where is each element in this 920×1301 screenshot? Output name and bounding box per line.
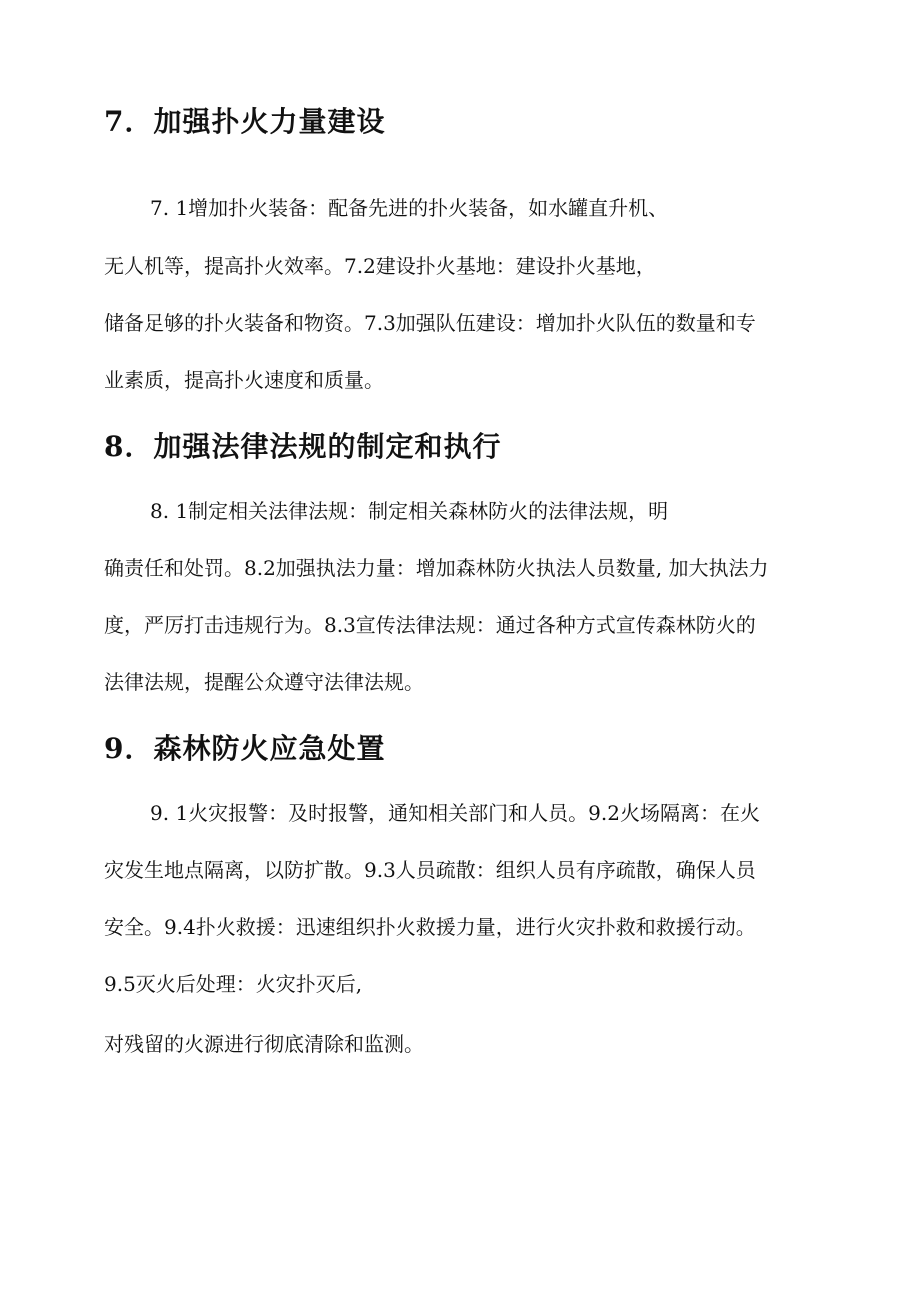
section-7-heading: 7．加强扑火力量建设 bbox=[104, 105, 386, 138]
section-7-line-3: 储备足够的扑火装备和物资。7.3加强队伍建设：增加扑火队伍的数量和专 bbox=[104, 311, 756, 335]
section-9-line-4: 9.5灭火后处理：火灾扑灭后, bbox=[104, 972, 363, 996]
section-7-line-2: 无人机等，提高扑火效率。7.2建设扑火基地：建设扑火基地， bbox=[104, 254, 656, 278]
section-9-line-1: 9. 1火灾报警：及时报警，通知相关部门和人员。9.2火场隔离：在火 bbox=[150, 801, 760, 825]
section-9-line-2: 灾发生地点隔离，以防扩散。9.3人员疏散：组织人员有序疏散，确保人员 bbox=[104, 858, 756, 882]
section-7-line-4: 业素质，提高扑火速度和质量。 bbox=[104, 368, 384, 392]
section-9-line-3: 安全。9.4扑火救援：迅速组织扑火救援力量，进行火灾扑救和救援行动。 bbox=[104, 915, 756, 939]
section-9-heading: 9．森林防火应急处置 bbox=[104, 732, 386, 765]
section-8-heading: 8．加强法律法规的制定和执行 bbox=[104, 430, 502, 463]
section-8-line-2: 确责任和处罚。8.2加强执法力量：增加森林防火执法人员数量, 加大执法力 bbox=[104, 556, 769, 580]
section-8-line-1: 8. 1制定相关法律法规：制定相关森林防火的法律法规，明 bbox=[150, 499, 669, 523]
section-8-line-3: 度，严厉打击违规行为。8.3宣传法律法规：通过各种方式宣传森林防火的 bbox=[104, 613, 756, 637]
section-9-line-5: 对残留的火源进行彻底清除和监测。 bbox=[104, 1032, 424, 1056]
section-7-line-1: 7. 1增加扑火装备：配备先进的扑火装备，如水罐直升机、 bbox=[150, 196, 669, 220]
section-8-line-4: 法律法规，提醒公众遵守法律法规。 bbox=[104, 670, 424, 694]
